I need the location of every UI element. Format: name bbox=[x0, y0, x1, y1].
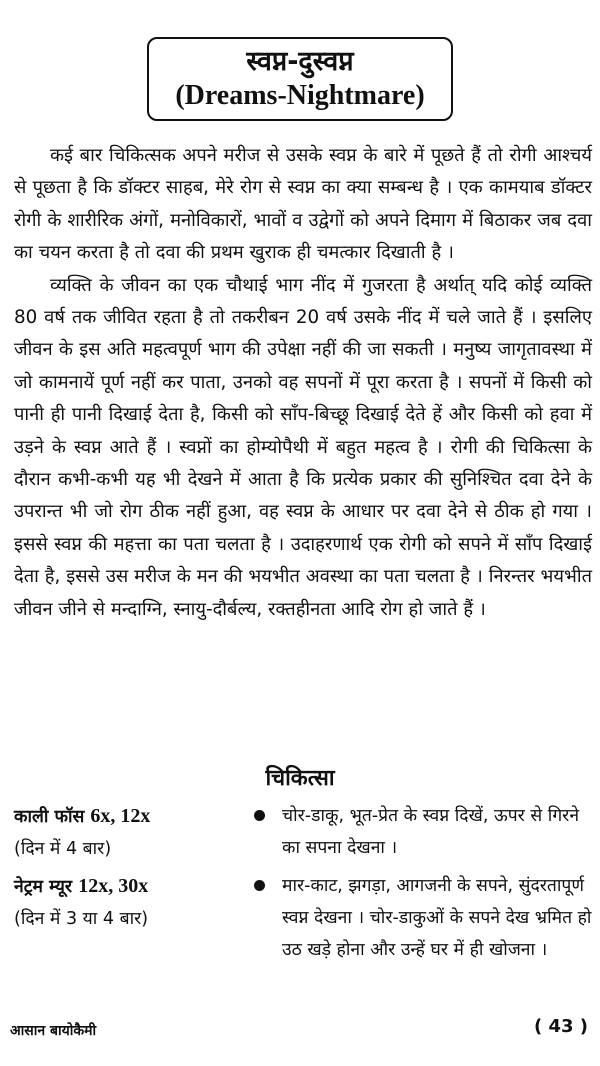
paragraph-2: व्यक्ति के जीवन का एक चौथाई भाग नींद में गुजरता है अर्थात् यदि कोई व्यक्ति 80 वर्ष तक जीवित रहता है तो तकरीबन 20 वर्ष उसके नींद में चले जाते हैं । इसलिए जीवन के इस अति महत्वपूर्ण भाग की उपेक्षा नहीं की जा सकती । मनुष्य जागृतावस्था में जो कामनायें पूर्ण नहीं कर पाता, उनको वह सपनों में पूरा करता है । सपनों में किसी को पानी ही पानी दिखाई देता है, किसी को साँप-बिच्छू दिखाई देते हें और किसी को हवा में उड़ने के स्वप्न आते हैं । स्वप्नों का होम्योपैथी में बहुत महत्व है । रोगी की चिकित्सा के दौरान कभी-कभी यह भी देखने में आता है कि प्रत्येक प्रकार की सुनिश्चित दवा देने के उपरान्त भी जो रोग ठीक नहीं हुआ, वह स्वप्न के आधार पर दवा देने से ठीक हो गया । इससे स्वप्न की महत्ता का पता चलता है । उदाहरणार्थ एक रोगी को सपने में साँप दिखाई देता है, इससे उस मरीज के मन की भयभीत अवस्था का पता चलता है । निरन्तर भयभीत जीवन जीने से मन्दाग्नि, स्नायु-दौर्बल्य, रक्तहीनता आदि रोग हो जाते हैं । bbox=[14, 274, 592, 620]
page-number: ( 43 ) bbox=[533, 1016, 588, 1037]
remedy-1-potency: 6x, 12x bbox=[90, 805, 151, 827]
remedy-1 bbox=[14, 800, 234, 865]
remedy-1-indication-item bbox=[254, 800, 594, 864]
remedy-1-name-hindi: काली फॉस bbox=[14, 807, 85, 827]
remedy-2-indication: मार-काट, झगड़ा, आगजनी के सपने, सुंदरतापूर्ण स्वप्न देखना । चोर-डाकुओं के सपने देख भ्रमित हो उठ खड़े होना और उन्हें घर में ही खोजना । bbox=[282, 876, 592, 960]
title-box bbox=[147, 37, 453, 121]
remedy-2-dose: (दिन में 3 या 4 बार) bbox=[14, 909, 149, 929]
remedy-1-dose: (दिन में 4 बार) bbox=[14, 839, 112, 859]
remedy-1-indication: चोर-डाकू, भूत-प्रेत के स्वप्न दिखें, ऊपर से गिरने का सपना देखना । bbox=[282, 806, 580, 858]
bullet-icon bbox=[254, 880, 265, 891]
paragraph-1: कई बार चिकित्सक अपने मरीज से उसके स्वप्न के बारे में पूछते हैं तो रोगी आश्चर्य से पूछता है कि डॉक्टर साहब, मेरे रोग से स्वप्न का क्या सम्बन्ध है । एक कामयाब डॉक्टर रोगी के शारीरिक अंगों, मनोविकारों, भावों व उद्वेगों को अपने दिमाग में बिठाकर जब दवा का चयन करता है तो दवा की प्रथम खुराक ही चमत्कार दिखाती है । bbox=[14, 145, 592, 264]
page-title-hindi: स्वप्न-दुस्वप्न bbox=[246, 46, 354, 77]
remedy-2-potency: 12x, 30x bbox=[78, 875, 149, 897]
remedy-2 bbox=[14, 870, 234, 935]
footer-book-title: आसान बायोकैमी bbox=[10, 1023, 97, 1039]
body-text bbox=[14, 140, 592, 626]
remedy-2-name-hindi: नेट्रम म्यूर bbox=[14, 877, 73, 897]
remedy-2-indication-item bbox=[254, 870, 594, 966]
remedy-2-name bbox=[14, 870, 234, 903]
remedy-1-name bbox=[14, 800, 234, 833]
bullet-icon bbox=[254, 810, 265, 821]
page-title-english: (Dreams-Nightmare) bbox=[175, 80, 425, 111]
treatment-heading: चिकित्सा bbox=[265, 766, 335, 791]
